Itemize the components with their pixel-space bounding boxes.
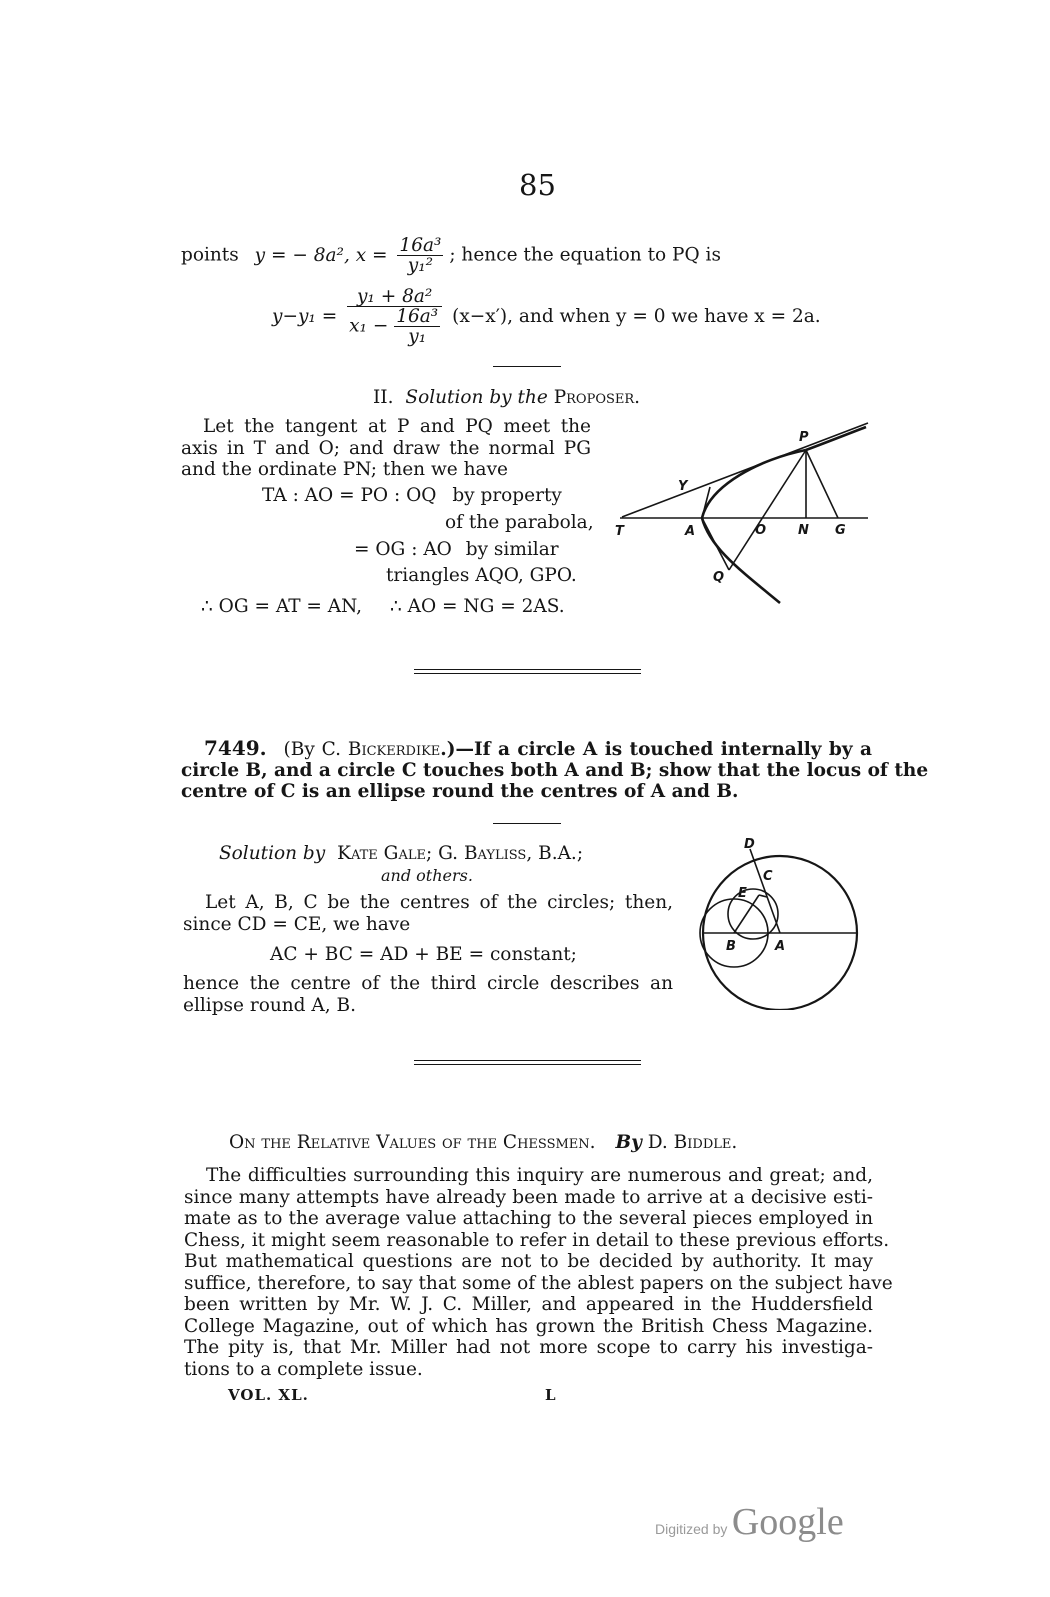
article-title-text: On the Relative Values of the Chessmen.: [229, 1132, 596, 1153]
solution-7449-line-2: since CD = CE, we have: [183, 913, 411, 935]
solution-2-heading: [373, 387, 640, 408]
solution-7449-conclusion: [183, 973, 673, 1016]
label-g: G: [835, 523, 846, 538]
eq1-prefix: points: [181, 244, 239, 266]
sol2-eq-3-left: = OG : AO: [354, 539, 452, 560]
sol2-eq-5-right: ∴ AO = NG = 2AS.: [389, 596, 565, 617]
eq1-frac-num: 16a³: [399, 235, 442, 256]
solution-7449-equation: AC + BC = AD + BE = constant;: [270, 944, 577, 965]
section-double-rule: [414, 669, 641, 674]
sol2-eq-line-4: triangles AQO, GPO.: [386, 565, 577, 586]
eq2-inner-fraction: [394, 307, 440, 346]
eq2-rhs: (x−x′), and when y = 0 we have x = 2a.: [452, 306, 821, 327]
solution-2-line-3: and the ordinate PN; then we have: [181, 459, 508, 480]
solution-7449-conclusion-1: hence the centre of the third circle describes an: [183, 973, 673, 994]
article-line-3: mate as to the average value attaching to the several pieces employed in: [184, 1208, 873, 1229]
problem-by: (By C.: [283, 739, 348, 760]
solution-2-label: Solution by the: [405, 387, 548, 408]
solution-2-proposer: Proposer.: [553, 387, 641, 408]
label-y: Y: [678, 479, 688, 494]
label-c: C: [763, 869, 773, 884]
sol2-eq-line-2: of the parabola,: [445, 512, 594, 533]
digitized-watermark: [655, 1500, 844, 1544]
label-q: Q: [713, 570, 725, 585]
article-title: [229, 1132, 737, 1153]
article-line-8: College Magazine, out of which has grown the British Chess Magazine.: [184, 1315, 873, 1337]
label-a: A: [685, 524, 696, 539]
sol2-eq-1-left: TA : AO = PO : OQ: [262, 485, 437, 506]
label-b: B: [726, 939, 736, 954]
eq1-y-expr: y = − 8a², x =: [254, 244, 388, 266]
label-t: T: [615, 524, 624, 539]
label-n: N: [798, 523, 809, 538]
label-e: E: [738, 886, 747, 901]
solution-7449-text: [183, 892, 673, 935]
article-line-1: The difficulties surrounding this inquiry are numerous and great; and,: [206, 1165, 873, 1186]
sol2-eq-3-right: by similar: [465, 539, 559, 560]
eq2-den-num: 16a³: [396, 306, 439, 327]
eq1-frac-den: y₁²: [407, 255, 434, 276]
article-line-6: suffice, therefore, to say that some of the ablest papers on the subject have: [184, 1272, 893, 1294]
eq1-suffix: ; hence the equation to PQ is: [449, 244, 721, 266]
solution-2-line-2: axis in T and O; and draw the normal PG: [181, 437, 591, 459]
solution-7449-label: Solution by: [219, 843, 326, 864]
chord-pq: [729, 450, 806, 570]
solution-7449-line-1: Let A, B, C be the centres of the circles; then,: [205, 892, 673, 913]
parabola-upper-branch: [806, 427, 866, 450]
problem-7449-line-1: [204, 738, 872, 760]
eq2-fraction: [347, 288, 442, 346]
eq2-frac-num: y₁ + 8a²: [347, 288, 442, 307]
solution-7449-heading: [219, 843, 583, 864]
solution-2-numeral: II.: [373, 387, 394, 408]
section-rule: [493, 366, 561, 367]
page-number: 85: [519, 168, 556, 202]
section-double-rule-2: [414, 1060, 641, 1065]
solution-2-text: [181, 416, 591, 481]
sol2-eq-line-5: [201, 596, 565, 617]
eq2-lhs: y−y₁ =: [272, 306, 338, 327]
parabola-figure: [610, 415, 880, 610]
label-p: P: [799, 430, 809, 445]
label-o: O: [755, 523, 767, 538]
sol2-eq-5-left: ∴ OG = AT = AN,: [201, 596, 363, 617]
problem-line-1-text: .)—If a circle A is touched internally by a: [440, 739, 872, 760]
normal-pg: [806, 450, 838, 518]
footer-volume: VOL. XL.: [228, 1386, 309, 1404]
article-body: [184, 1165, 893, 1380]
sol2-eq-line-3: [354, 539, 559, 560]
article-line-9: The pity is, that Mr. Miller had not more scope to carry his investiga-: [184, 1337, 873, 1358]
solution-7449-names: Kate Gale; G. Bayliss, B.A.;: [337, 843, 584, 864]
solution-7449-others: and others.: [381, 866, 473, 885]
article-line-7: been written by Mr. W. J. C. Miller, and appeared in the Huddersfield: [184, 1294, 873, 1315]
article-author: D. Biddle.: [647, 1132, 738, 1153]
problem-author: Bickerdike: [347, 739, 441, 760]
article-by: By: [615, 1132, 642, 1153]
solution-7449-conclusion-2: ellipse round A, B.: [183, 994, 356, 1016]
eq2-frac-den: [347, 307, 442, 346]
article-line-2: since many attempts have already been made to arrive at a decisive esti-: [184, 1186, 873, 1208]
sol2-eq-1-right: by property: [452, 485, 562, 506]
problem-rule: [493, 823, 561, 824]
equation-line-1: [181, 236, 721, 275]
eq2-den-den: y₁: [408, 326, 427, 347]
article-line-10: tions to a complete issue.: [184, 1358, 423, 1380]
footer-signature: L: [545, 1386, 557, 1404]
eq2-den-prefix: x₁ −: [349, 315, 389, 337]
line-aq: [702, 518, 729, 570]
article-line-5: But mathematical questions are not to be decided by authority. It may: [184, 1251, 873, 1272]
problem-number: 7449.: [204, 736, 267, 760]
eq1-fraction: [397, 236, 443, 275]
equation-line-2: [272, 288, 821, 346]
circles-figure: [695, 835, 875, 1010]
google-logo: Google: [731, 1501, 844, 1543]
problem-7449-line-2: circle B, and a circle C touches both A and B; show that the locus of the: [181, 760, 929, 781]
label-a: A: [775, 939, 786, 954]
watermark-prefix: Digitized by: [655, 1521, 728, 1537]
sol2-eq-line-1: [262, 485, 562, 506]
solution-2-line-1: Let the tangent at P and PQ meet the: [203, 416, 591, 437]
article-line-4: Chess, it might seem reasonable to refer in detail to these previous efforts.: [184, 1229, 890, 1251]
problem-7449-line-3: centre of C is an ellipse round the centres of A and B.: [181, 781, 739, 802]
label-d: D: [744, 837, 755, 852]
